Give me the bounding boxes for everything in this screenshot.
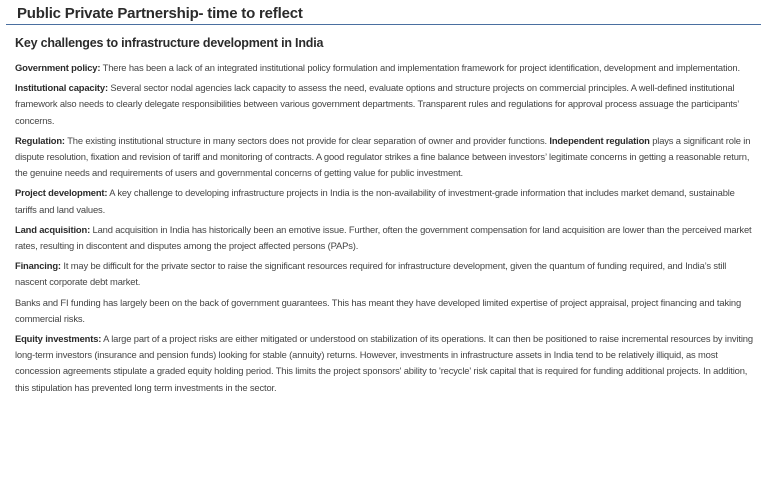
section-heading: Key challenges to infrastructure development in India — [15, 36, 324, 50]
paragraph-text: There has been a lack of an integrated institutional policy formulation and implementation framework for project identification, development and implementation. — [100, 62, 740, 73]
paragraph-text: A large part of a project risks are either mitigated or understood on stabilization of its operations. It can then be positioned to raise incremental resources by inviting long-term investors (insurance and pension funds) looking for stable (annuity) returns. However, investments in infrastructure assets in India tend to be relatively illiquid, as most concession agreements stipulate a graded equity holding period. This limits the project sponsors' ability to 'recycle' risk capital that is required for funding additional projects. In addition, this stipulation has prevented long term investments in the sector. — [15, 333, 753, 393]
page-title: Public Private Partnership- time to reflect — [17, 5, 303, 22]
paragraph-financing — [15, 258, 755, 290]
paragraph-land-acquisition — [15, 222, 755, 254]
paragraph-text: plays a significant role in dispute resolution, fixation and revision of tariff and monitoring of contracts. A good regulator strikes a fine balance between investors’ legitimate concerns in getting a reasonable return, the genuine needs and requirements of users and governmental concerns of getting value for public investment. — [15, 134, 751, 179]
paragraph-institutional-capacity — [15, 80, 755, 129]
paragraph-text: A key challenge to developing infrastructure projects in India is the non-availability of investment-grade information that includes market demand, sustainable tariffs and land values. — [15, 187, 735, 215]
content-body — [15, 60, 755, 400]
paragraph-label: Institutional capacity: — [15, 82, 108, 94]
paragraph-text: It may be difficult for the private sector to raise the significant resources required for infrastructure development, given the quantum of funding required, and India’s still nascent corporate debt market. — [15, 260, 727, 288]
paragraph-text: Banks and FI funding has largely been on the back of government guarantees. This has meant they have developed limited expertise of project appraisal, project financing and taking commercial risks. — [15, 296, 742, 324]
paragraph-project-development — [15, 185, 755, 217]
paragraph-banks-funding — [15, 295, 755, 327]
paragraph-regulation — [15, 133, 755, 182]
paragraph-label: Regulation: — [15, 134, 65, 146]
paragraph-label: Government policy: — [15, 62, 101, 73]
paragraph-text: Land acquisition in India has historically been an emotive issue. Further, often the government compensation for land acquisition are lower than the perceived market rates, resulting in discontent and disputes among the project affected persons (PAPs). — [15, 223, 752, 252]
paragraph-text: The existing institutional structure in many sectors does not provide for clear separation of owner and provider functions. — [64, 134, 550, 146]
paragraph-label: Financing: — [15, 260, 61, 272]
paragraph-government-policy — [15, 60, 755, 76]
paragraph-label: Equity investments: — [15, 333, 102, 345]
paragraph-equity-investments — [15, 331, 755, 396]
title-divider — [6, 24, 761, 25]
paragraph-label: Project development: — [15, 187, 108, 199]
inline-emphasis: Independent regulation — [549, 134, 650, 146]
paragraph-label: Land acquisition: — [15, 223, 91, 235]
paragraph-text: Several sector nodal agencies lack capacity to assess the need, evaluate options and structure projects on commercial principles. A well-defined institutional framework also needs to clearly delegate responsibilities between various government departments. Transparent rules and regulations for approval process assuage the participants’ concerns. — [15, 82, 739, 126]
